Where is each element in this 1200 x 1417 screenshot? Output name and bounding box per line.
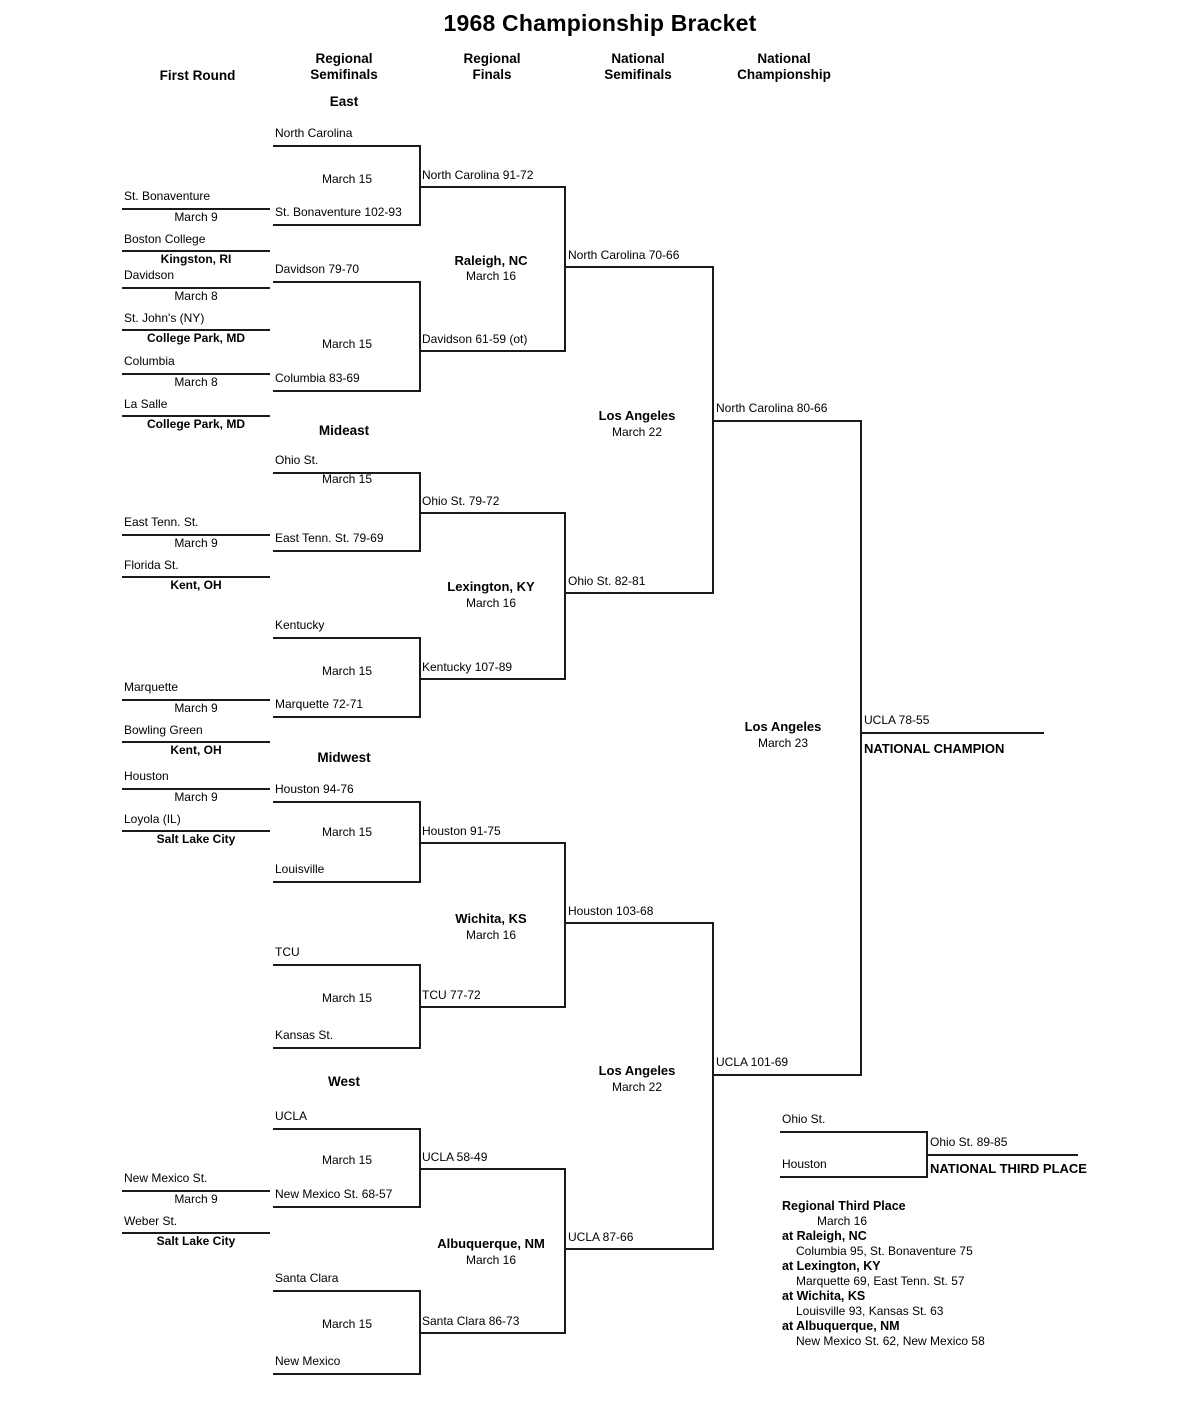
regional-final-date: March 16 [465,269,517,283]
game-date: March 15 [321,664,373,678]
result-ohio-st-semifinal: Ohio St. 79-72 [422,494,500,508]
bracket-line [273,550,421,552]
game-date: March 15 [321,1153,373,1167]
result-columbia: Columbia 83-69 [275,371,360,385]
result-davidson-semifinal: Davidson 61-59 (ot) [422,332,528,346]
national-championship-date: March 23 [757,736,809,750]
regional-third-place-heading: Regional Third Place [782,1199,906,1213]
game-date: March 8 [174,289,218,303]
team-north-carolina: North Carolina [275,126,353,140]
national-champion-label: NATIONAL CHAMPION [864,741,1005,756]
page-title: 1968 Championship Bracket [443,10,757,36]
regional-final-site-wichita: Wichita, KS [455,911,527,926]
regional-final-date: March 16 [465,1253,517,1267]
result-st-bonaventure: St. Bonaventure 102-93 [275,205,402,219]
bracket-line [419,145,421,225]
result-houston: Houston 94-76 [275,782,354,796]
game-site: Kent, OH [170,578,222,592]
game-date: March 9 [174,536,218,550]
game-date: March 15 [321,991,373,1005]
bracket-line [566,922,714,924]
regional-third-place-site-albuquerque: at Albuquerque, NM [782,1319,900,1333]
column-header-national-championship-line2: Championship [737,67,831,82]
bracket-line [712,266,714,593]
team-new-mexico-st: New Mexico St. [124,1171,208,1185]
result-north-carolina-national-semifinal: North Carolina 80-66 [716,401,828,415]
regional-third-place-result-lexington: Marquette 69, East Tenn. St. 57 [796,1274,965,1288]
team-louisville: Louisville [275,862,325,876]
national-semifinal-site-2: Los Angeles [598,1063,676,1078]
column-header-regional-semifinals-line1: Regional [315,51,373,66]
game-site: College Park, MD [146,417,246,431]
regional-third-place-result-albuquerque: New Mexico St. 62, New Mexico 58 [796,1334,985,1348]
column-header-national-semifinals-line1: National [611,51,665,66]
result-ohio-st-third-place: Ohio St. 89-85 [930,1135,1008,1149]
regional-final-date: March 16 [465,596,517,610]
bracket-line [714,1074,862,1076]
game-site: Kingston, RI [160,252,232,266]
game-date: March 15 [321,172,373,186]
game-site: Kent, OH [170,743,222,757]
region-label-west: West [327,1074,360,1089]
team-loyola-il: Loyola (IL) [124,812,181,826]
bracket-line [273,390,421,392]
column-header-regional-finals-line1: Regional [463,51,521,66]
regional-final-site-lexington: Lexington, KY [447,579,535,594]
game-date: March 8 [174,375,218,389]
bracket-line [780,1131,928,1133]
bracket-line [420,1332,566,1334]
column-header-national-semifinals-line2: Semifinals [604,67,672,82]
bracket-line [564,842,566,1007]
team-kentucky: Kentucky [275,618,325,632]
bracket-line [564,1168,566,1333]
bracket-line [273,1128,421,1130]
region-label-midwest: Midwest [317,750,371,765]
game-site: Salt Lake City [156,832,236,846]
regional-third-place-date: March 16 [816,1214,868,1228]
bracket-line [273,637,421,639]
team-ucla: UCLA [275,1109,308,1123]
bracket-line [420,678,566,680]
result-ucla-national-semifinal: UCLA 101-69 [716,1055,789,1069]
result-north-carolina-semifinal: North Carolina 91-72 [422,168,534,182]
bracket-line [273,801,421,803]
result-ohio-st-regional-final: Ohio St. 82-81 [568,574,646,588]
team-tcu: TCU [275,945,300,959]
bracket-line [420,1006,566,1008]
team-kansas-st: Kansas St. [275,1028,334,1042]
national-semifinal-date-1: March 22 [611,425,663,439]
team-st-johns-ny: St. John's (NY) [124,311,205,325]
result-east-tenn-st: East Tenn. St. 79-69 [275,531,384,545]
team-boston-college: Boston College [124,232,206,246]
team-columbia: Columbia [124,354,175,368]
team-santa-clara: Santa Clara [275,1271,339,1285]
game-date: March 9 [174,210,218,224]
regional-final-site-albuquerque: Albuquerque, NM [437,1236,545,1251]
region-label-mideast: Mideast [318,423,370,438]
bracket-line [273,964,421,966]
bracket-line [273,224,421,226]
result-houston-semifinal: Houston 91-75 [422,824,501,838]
regional-final-date: March 16 [465,928,517,942]
game-date: March 9 [174,701,218,715]
game-date: March 15 [321,825,373,839]
game-date: March 9 [174,1192,218,1206]
bracket-line [273,1290,421,1292]
bracket-line [712,922,714,1249]
result-new-mexico-st: New Mexico St. 68-57 [275,1187,393,1201]
third-place-team-houston: Houston [782,1157,827,1171]
bracket-line [273,145,421,147]
team-east-tenn-st: East Tenn. St. [124,515,199,529]
column-header-national-championship-line1: National [757,51,811,66]
bracket-line [564,512,566,679]
national-semifinal-site-1: Los Angeles [598,408,676,423]
result-ucla-regional-final: UCLA 87-66 [568,1230,634,1244]
game-date: March 15 [321,337,373,351]
bracket-line [928,1154,1078,1156]
game-date: March 15 [321,1317,373,1331]
column-header-national-semifinals [562,51,714,83]
column-header-first-round [120,68,275,84]
column-header-regional-semifinals [268,51,420,83]
column-header-first-round-line1: First Round [159,68,236,83]
game-site: Salt Lake City [156,1234,236,1248]
region-label-east: East [329,94,359,109]
result-tcu-semifinal: TCU 77-72 [422,988,481,1002]
bracket-line [419,637,421,717]
game-date: March 15 [321,472,373,486]
national-semifinal-date-2: March 22 [611,1080,663,1094]
column-header-regional-semifinals-line2: Semifinals [310,67,378,82]
bracket-line [273,281,421,283]
regional-third-place-site-raleigh: at Raleigh, NC [782,1229,867,1243]
game-date: March 9 [174,790,218,804]
bracket-line [420,350,566,352]
column-header-national-championship [708,51,860,83]
bracket-line [780,1176,928,1178]
result-marquette: Marquette 72-71 [275,697,364,711]
result-ucla-championship: UCLA 78-55 [864,713,930,727]
team-florida-st: Florida St. [124,558,179,572]
column-header-regional-finals-line2: Finals [472,67,512,82]
bracket-line [566,266,714,268]
regional-third-place-block [782,1199,1142,1349]
national-championship-site: Los Angeles [744,719,822,734]
result-davidson: Davidson 79-70 [275,262,360,276]
bracket-line [420,1168,566,1170]
team-houston: Houston [124,769,169,783]
result-santa-clara-semifinal: Santa Clara 86-73 [422,1314,520,1328]
regional-third-place-result-raleigh: Columbia 95, St. Bonaventure 75 [796,1244,973,1258]
bracket-line [420,512,566,514]
game-site: College Park, MD [146,331,246,345]
column-header-regional-finals [416,51,568,83]
team-bowling-green: Bowling Green [124,723,203,737]
bracket-line [273,716,421,718]
team-marquette: Marquette [124,680,179,694]
bracket-line [564,186,566,352]
regional-final-site-raleigh: Raleigh, NC [454,253,528,268]
bracket-line [714,420,862,422]
result-kentucky-semifinal: Kentucky 107-89 [422,660,513,674]
bracket-line [273,1206,421,1208]
team-weber-st: Weber St. [124,1214,178,1228]
result-houston-regional-final: Houston 103-68 [568,904,654,918]
bracket-line [419,281,421,391]
bracket-line [273,1047,421,1049]
bracket-line [862,732,1044,734]
bracket-line [566,1248,714,1250]
regional-third-place-result-wichita: Louisville 93, Kansas St. 63 [796,1304,944,1318]
bracket-line [420,186,566,188]
third-place-team-ohio-st: Ohio St. [782,1112,826,1126]
regional-third-place-site-lexington: at Lexington, KY [782,1259,881,1273]
result-north-carolina-regional-final: North Carolina 70-66 [568,248,680,262]
bracket-line [566,592,714,594]
team-new-mexico: New Mexico [275,1354,341,1368]
national-third-place-label: NATIONAL THIRD PLACE [930,1161,1087,1176]
bracket-line [420,842,566,844]
regional-third-place-site-wichita: at Wichita, KS [782,1289,866,1303]
team-st-bonaventure: St. Bonaventure [124,189,211,203]
team-davidson: Davidson [124,268,175,282]
bracket-line [273,881,421,883]
team-la-salle: La Salle [124,397,168,411]
team-ohio-st: Ohio St. [275,453,319,467]
result-ucla-semifinal: UCLA 58-49 [422,1150,488,1164]
bracket-line [860,420,862,1075]
bracket-line [273,1373,421,1375]
